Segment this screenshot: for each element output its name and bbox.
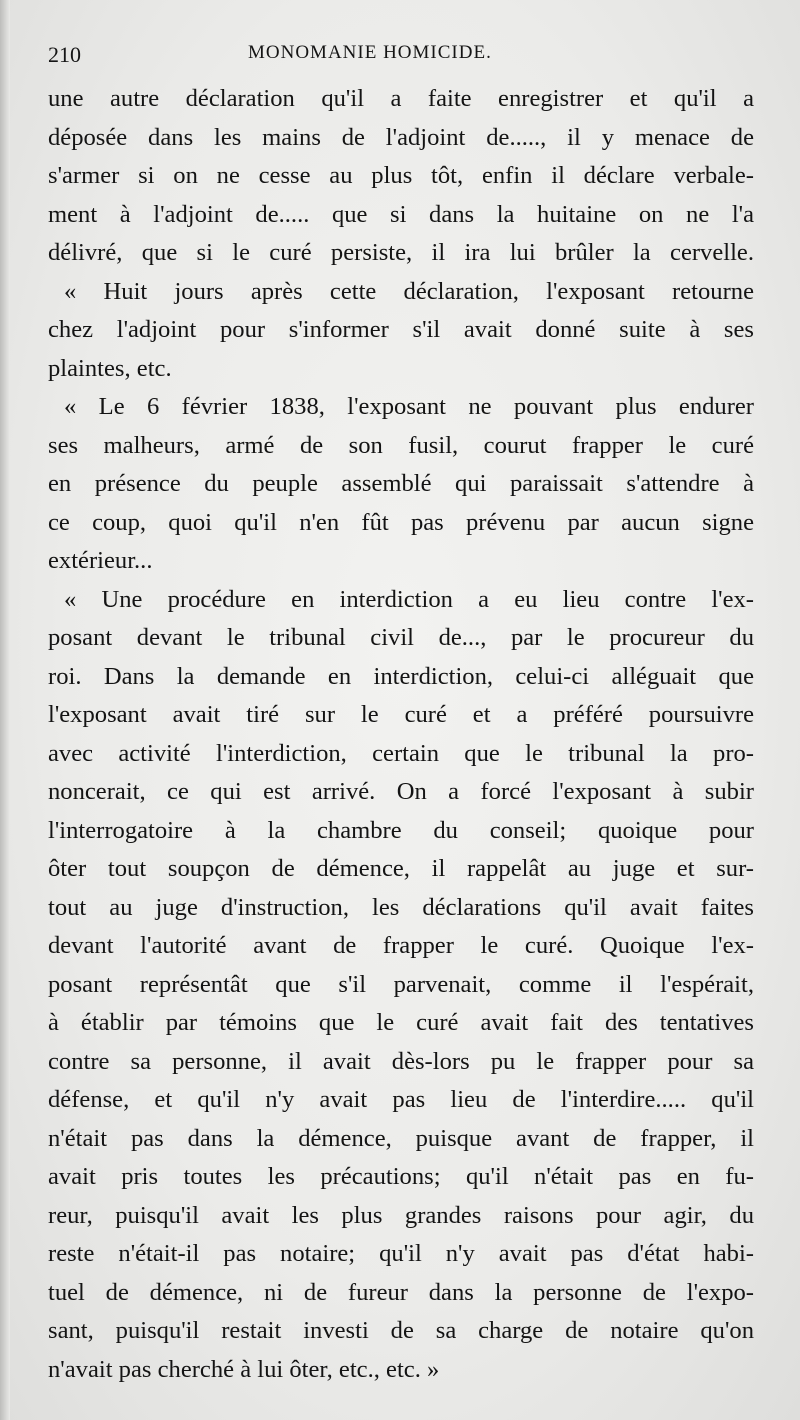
text-line: l'exposant avait tiré sur le curé et a préféré poursuivre	[48, 701, 754, 728]
text-line: déposée dans les mains de l'adjoint de....., il y menace de	[48, 123, 754, 151]
text-line: défense, et qu'il n'y avait pas lieu de l'interdire..... qu'il	[48, 1086, 754, 1113]
text-line: sant, puisqu'il restait investi de sa charge de notaire qu'on	[48, 1317, 754, 1344]
text-line: posant représentât que s'il parvenait, comme il l'espérait,	[48, 970, 754, 998]
text-line: « Huit jours après cette déclaration, l'exposant retourne	[64, 277, 754, 305]
text-line: s'armer si on ne cesse au plus tôt, enfin il déclare verbale-	[48, 162, 754, 189]
page-number: 210	[48, 42, 81, 67]
text-line: chez l'adjoint pour s'informer s'il avait donné suite à ses	[48, 316, 754, 343]
page-gutter-shadow	[0, 0, 10, 1420]
text-line: en présence du peuple assemblé qui paraissait s'attendre à	[48, 470, 754, 497]
text-line: plaintes, etc.	[48, 354, 172, 382]
text-line: n'avait pas cherché à lui ôter, etc., etc. »	[48, 1355, 440, 1383]
text-line: délivré, que si le curé persiste, il ira lui brûler la cervelle.	[48, 239, 754, 266]
text-line: avait pris toutes les précautions; qu'il n'était pas en fu-	[48, 1163, 754, 1190]
text-line: ses malheurs, armé de son fusil, courut frapper le curé	[48, 431, 754, 459]
text-line: contre sa personne, il avait dès-lors pu le frapper pour sa	[48, 1047, 754, 1075]
page-header	[48, 40, 760, 74]
running-title: MONOMANIE HOMICIDE.	[248, 42, 492, 63]
text-line: avec activité l'interdiction, certain que le tribunal la pro-	[48, 739, 754, 767]
text-line: « Une procédure en interdiction a eu lieu contre l'ex-	[64, 585, 754, 613]
text-line: tout au juge d'instruction, les déclarations qu'il avait faites	[48, 893, 754, 921]
text-line: ôter tout soupçon de démence, il rappelât au juge et sur-	[48, 855, 754, 882]
text-line: une autre déclaration qu'il a faite enregistrer et qu'il a	[48, 85, 754, 112]
text-line: n'était pas dans la démence, puisque avant de frapper, il	[48, 1124, 754, 1152]
text-line: tuel de démence, ni de fureur dans la personne de l'expo-	[48, 1278, 754, 1306]
text-line: noncerait, ce qui est arrivé. On a forcé l'exposant à subir	[48, 778, 754, 805]
body-text	[48, 80, 754, 1389]
text-line: à établir par témoins que le curé avait fait des tentatives	[48, 1009, 754, 1036]
text-line: posant devant le tribunal civil de..., par le procureur du	[48, 624, 754, 651]
text-line: roi. Dans la demande en interdiction, celui-ci alléguait que	[48, 662, 754, 690]
text-line: ment à l'adjoint de..... que si dans la huitaine on ne l'a	[48, 200, 754, 228]
text-line: l'interrogatoire à la chambre du conseil; quoique pour	[48, 816, 754, 844]
text-line: « Le 6 février 1838, l'exposant ne pouvant plus endurer	[64, 393, 754, 420]
text-line: extérieur...	[48, 547, 153, 574]
text-line: ce coup, quoi qu'il n'en fût pas prévenu par aucun signe	[48, 508, 754, 536]
text-line: reste n'était-il pas notaire; qu'il n'y avait pas d'état habi-	[48, 1240, 754, 1267]
text-line: reur, puisqu'il avait les plus grandes raisons pour agir, du	[48, 1201, 754, 1229]
text-line: devant l'autorité avant de frapper le curé. Quoique l'ex-	[48, 932, 754, 959]
